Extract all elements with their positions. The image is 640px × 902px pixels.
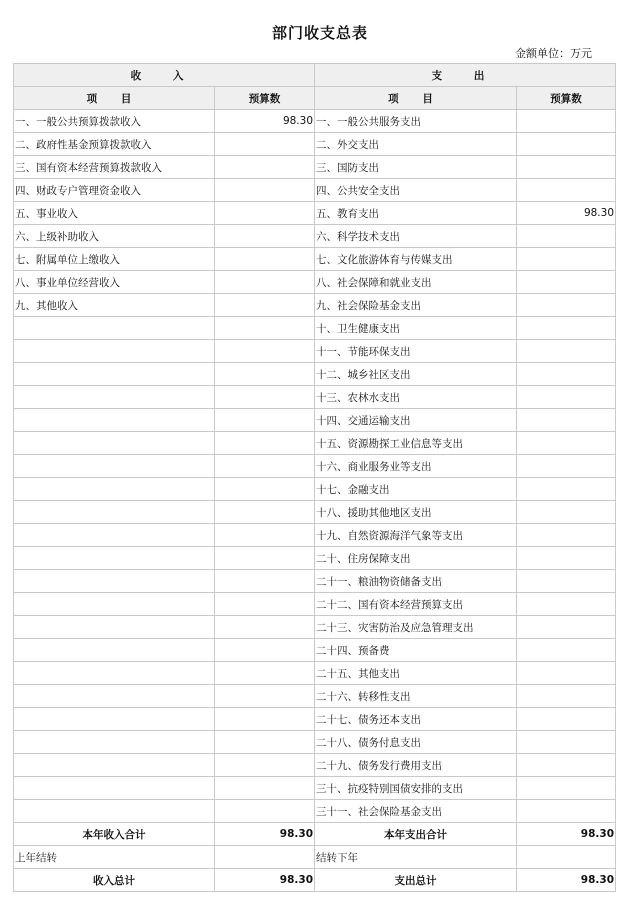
table-row: [14, 340, 616, 363]
expense-item-value: [517, 179, 616, 202]
income-item-value: [215, 179, 315, 202]
table-row: [14, 478, 616, 501]
income-item-value: [215, 317, 315, 340]
expense-item-value: [517, 455, 616, 478]
income-item-label: [14, 800, 215, 823]
income-item-label: 四、财政专户管理资金收入: [14, 179, 215, 202]
expense-item-value: [517, 593, 616, 616]
expense-item-label: 九、社会保险基金支出: [315, 294, 517, 317]
income-item-value: [215, 386, 315, 409]
table-row: [14, 271, 616, 294]
table-row: [14, 708, 616, 731]
expense-item-value: [517, 363, 616, 386]
expense-item-value: [517, 662, 616, 685]
income-item-value: [215, 455, 315, 478]
expense-item-value: [517, 501, 616, 524]
table-row: [14, 363, 616, 386]
expense-item-value: [517, 386, 616, 409]
income-item-label: 一、一般公共预算拨款收入: [14, 110, 215, 133]
income-summary-label: 收入总计: [14, 869, 215, 892]
expense-item-label: 四、公共安全支出: [315, 179, 517, 202]
table-row: [14, 777, 616, 800]
income-item-value: [215, 202, 315, 225]
expense-item-value: 98.30: [517, 202, 616, 225]
header-row-columns: [14, 87, 616, 110]
table-row: [14, 133, 616, 156]
income-summary-label: 上年结转: [14, 846, 215, 869]
table-row: [14, 317, 616, 340]
expense-item-value: [517, 133, 616, 156]
expense-summary-value: 98.30: [517, 869, 616, 892]
income-item-value: [215, 547, 315, 570]
income-item-value: [215, 593, 315, 616]
income-item-label: [14, 616, 215, 639]
expense-item-label: 二十一、粮油物资储备支出: [315, 570, 517, 593]
table-row: [14, 294, 616, 317]
header-row-sections: [14, 64, 616, 87]
expense-item-value: [517, 317, 616, 340]
income-item-value: [215, 340, 315, 363]
income-item-label: [14, 363, 215, 386]
income-item-label: [14, 708, 215, 731]
expense-summary-label: 本年支出合计: [315, 823, 517, 846]
table-row: [14, 800, 616, 823]
income-item-value: [215, 708, 315, 731]
income-item-label: [14, 547, 215, 570]
expense-item-label: 一、一般公共服务支出: [315, 110, 517, 133]
income-item-label: [14, 501, 215, 524]
income-item-value: [215, 478, 315, 501]
income-item-value: [215, 133, 315, 156]
expense-item-label: 七、文化旅游体育与传媒支出: [315, 248, 517, 271]
table-row: [14, 409, 616, 432]
income-item-value: [215, 294, 315, 317]
income-item-label: [14, 593, 215, 616]
expense-item-label: 八、社会保障和就业支出: [315, 271, 517, 294]
income-item-label: [14, 731, 215, 754]
expense-item-label: 二十、住房保障支出: [315, 547, 517, 570]
expense-item-label: 二十四、预备费: [315, 639, 517, 662]
expense-item-label: 十、卫生健康支出: [315, 317, 517, 340]
expense-summary-label: 支出总计: [315, 869, 517, 892]
income-item-label: [14, 662, 215, 685]
income-item-label: [14, 685, 215, 708]
expense-item-label: 十六、商业服务业等支出: [315, 455, 517, 478]
income-item-label: 三、国有资本经营预算拨款收入: [14, 156, 215, 179]
expense-item-label: 二、外交支出: [315, 133, 517, 156]
expense-item-value: [517, 248, 616, 271]
expense-item-value: [517, 685, 616, 708]
expense-item-value: [517, 754, 616, 777]
income-item-value: [215, 639, 315, 662]
income-item-label: [14, 478, 215, 501]
income-item-value: [215, 363, 315, 386]
income-budget-header: 预算数: [215, 87, 315, 110]
expense-item-value: [517, 524, 616, 547]
income-summary-value: [215, 846, 315, 869]
income-item-label: 二、政府性基金预算拨款收入: [14, 133, 215, 156]
expense-item-value: [517, 547, 616, 570]
expense-item-label: 十一、节能环保支出: [315, 340, 517, 363]
income-summary-value: 98.30: [215, 869, 315, 892]
income-summary-label: 本年收入合计: [14, 823, 215, 846]
table-row: [14, 662, 616, 685]
income-item-value: [215, 409, 315, 432]
expense-item-label: 十七、金融支出: [315, 478, 517, 501]
table-row: [14, 616, 616, 639]
income-item-label: 七、附属单位上缴收入: [14, 248, 215, 271]
income-item-value: [215, 432, 315, 455]
income-item-label: 八、事业单位经营收入: [14, 271, 215, 294]
income-item-value: [215, 777, 315, 800]
income-item-header: 项 目: [14, 87, 215, 110]
income-item-label: 五、事业收入: [14, 202, 215, 225]
income-summary-value: 98.30: [215, 823, 315, 846]
expense-summary-value: [517, 846, 616, 869]
income-item-value: 98.30: [215, 110, 315, 133]
table-row: [14, 156, 616, 179]
expense-item-value: [517, 800, 616, 823]
table-row: [14, 685, 616, 708]
expense-item-label: 十四、交通运输支出: [315, 409, 517, 432]
table-row: [14, 593, 616, 616]
income-item-label: [14, 317, 215, 340]
year-total-row: [14, 823, 616, 846]
expense-summary-value: 98.30: [517, 823, 616, 846]
income-item-label: [14, 570, 215, 593]
income-item-label: [14, 340, 215, 363]
expense-item-label: 二十六、转移性支出: [315, 685, 517, 708]
expense-item-label: 二十三、灾害防治及应急管理支出: [315, 616, 517, 639]
expense-item-label: 六、科学技术支出: [315, 225, 517, 248]
expense-item-label: 三、国防支出: [315, 156, 517, 179]
expense-item-value: [517, 294, 616, 317]
income-item-value: [215, 662, 315, 685]
income-item-label: [14, 524, 215, 547]
budget-table: [13, 63, 616, 892]
income-item-value: [215, 731, 315, 754]
expense-item-label: 二十二、国有资本经营预算支出: [315, 593, 517, 616]
expense-item-value: [517, 225, 616, 248]
income-item-label: [14, 455, 215, 478]
unit-label: 金额单位：万元: [515, 47, 592, 60]
table-row: [14, 570, 616, 593]
expense-item-value: [517, 271, 616, 294]
expense-item-value: [517, 432, 616, 455]
carry-row: [14, 846, 616, 869]
expense-budget-header: 预算数: [517, 87, 616, 110]
expense-item-label: 二十八、债务付息支出: [315, 731, 517, 754]
income-item-label: [14, 409, 215, 432]
expense-item-label: 十九、自然资源海洋气象等支出: [315, 524, 517, 547]
expense-item-label: 十五、资源勘探工业信息等支出: [315, 432, 517, 455]
income-item-label: [14, 754, 215, 777]
income-item-label: 九、其他收入: [14, 294, 215, 317]
grand-total-row: [14, 869, 616, 892]
table-row: [14, 110, 616, 133]
income-item-value: [215, 248, 315, 271]
expense-item-label: 五、教育支出: [315, 202, 517, 225]
table-row: [14, 731, 616, 754]
income-item-label: [14, 386, 215, 409]
income-item-value: [215, 501, 315, 524]
expense-item-value: [517, 340, 616, 363]
expense-item-label: 十八、援助其他地区支出: [315, 501, 517, 524]
table-row: [14, 179, 616, 202]
expense-item-value: [517, 639, 616, 662]
expense-item-value: [517, 708, 616, 731]
income-item-value: [215, 225, 315, 248]
income-item-label: [14, 639, 215, 662]
income-item-value: [215, 570, 315, 593]
table-row: [14, 547, 616, 570]
expense-item-value: [517, 110, 616, 133]
table-row: [14, 432, 616, 455]
table-row: [14, 248, 616, 271]
table-row: [14, 524, 616, 547]
income-item-label: 六、上级补助收入: [14, 225, 215, 248]
income-item-label: [14, 432, 215, 455]
income-item-value: [215, 685, 315, 708]
expense-item-value: [517, 616, 616, 639]
income-item-value: [215, 156, 315, 179]
table-row: [14, 501, 616, 524]
expense-item-value: [517, 409, 616, 432]
expense-item-value: [517, 777, 616, 800]
table-row: [14, 202, 616, 225]
expense-item-value: [517, 478, 616, 501]
page-title: 部门收支总表: [271, 24, 368, 42]
expense-item-value: [517, 731, 616, 754]
expense-item-header: 项 目: [315, 87, 517, 110]
table-row: [14, 455, 616, 478]
income-item-label: [14, 777, 215, 800]
expense-item-label: 二十五、其他支出: [315, 662, 517, 685]
expense-item-label: 十三、农林水支出: [315, 386, 517, 409]
income-item-value: [215, 271, 315, 294]
expense-item-label: 二十七、债务还本支出: [315, 708, 517, 731]
table-row: [14, 639, 616, 662]
expense-item-label: 三十一、社会保险基金支出: [315, 800, 517, 823]
expense-item-label: 二十九、债务发行费用支出: [315, 754, 517, 777]
income-item-value: [215, 800, 315, 823]
expense-item-value: [517, 156, 616, 179]
income-item-value: [215, 754, 315, 777]
income-item-value: [215, 616, 315, 639]
expense-section-header: 支 出: [315, 64, 616, 87]
table-row: [14, 754, 616, 777]
table-row: [14, 386, 616, 409]
expense-item-label: 三十、抗疫特别国债安排的支出: [315, 777, 517, 800]
expense-item-value: [517, 570, 616, 593]
expense-summary-label: 结转下年: [315, 846, 517, 869]
expense-item-label: 十二、城乡社区支出: [315, 363, 517, 386]
table-row: [14, 225, 616, 248]
income-item-value: [215, 524, 315, 547]
income-section-header: 收 入: [14, 64, 315, 87]
